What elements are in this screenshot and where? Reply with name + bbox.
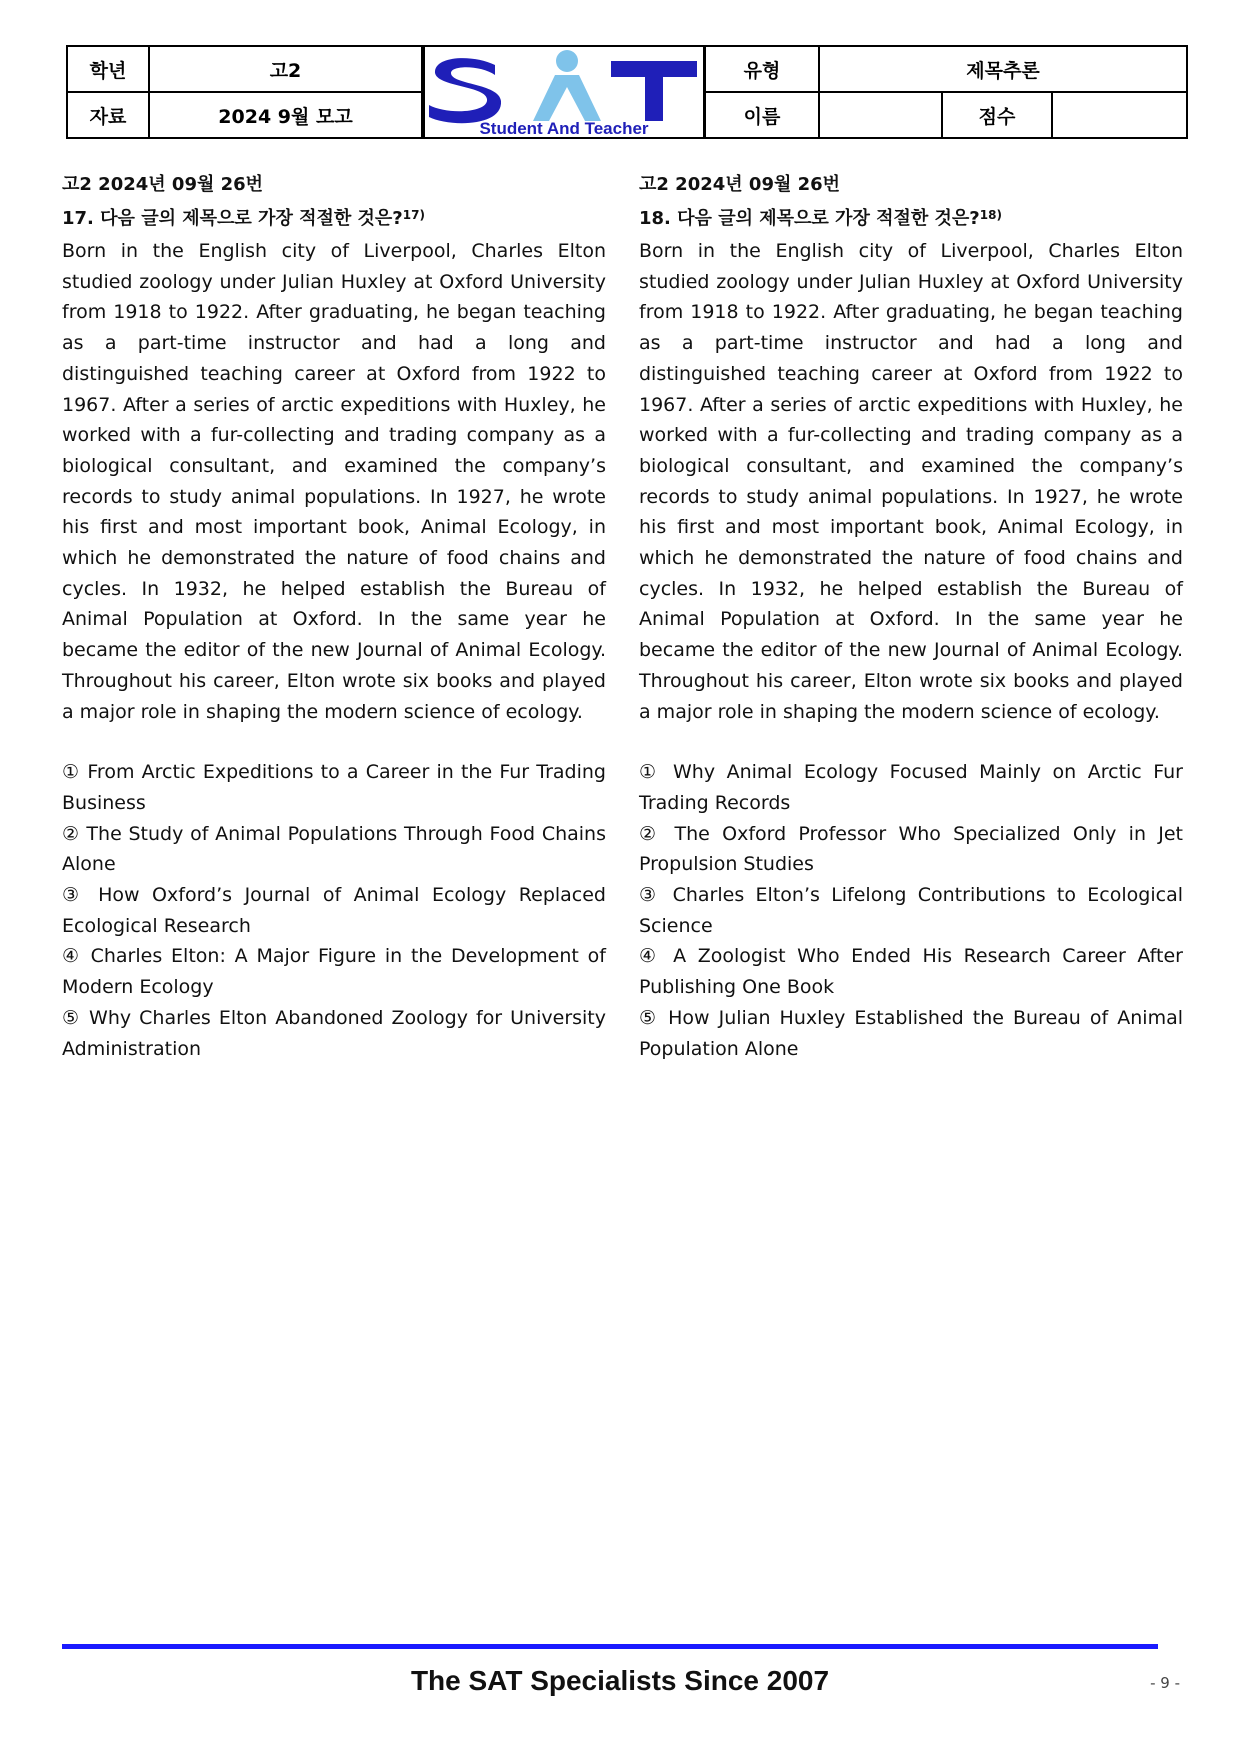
answer-choice-3[interactable]: ③ How Oxford’s Journal of Animal Ecology Replaced Ecological Research	[62, 884, 606, 937]
header-table	[66, 45, 1188, 139]
reading-passage: Born in the English city of Liverpool, Charles Elton studied zoology under Julian Huxley at Oxford University from 1918 to 1922. After graduating, he began teaching as a part-time instructor and had a long and distinguished teaching career at Oxford from 1922 to 1967. After a series of arctic expeditions with Huxley, he worked with a fur-collecting and trading company as a biological consultant, and examined the company’s records to study animal populations. In 1927, he wrote his first and most important book, Animal Ecology, in which he demonstrated the nature of food chains and cycles. In 1932, he helped establish the Bureau of Animal Population at Oxford. In the same year he became the editor of the new Journal of Animal Ecology. Throughout his career, Elton wrote six books and played a major role in shaping the modern science of ecology.	[62, 240, 606, 723]
answer-choice-4[interactable]: ④ Charles Elton: A Major Figure in the Development of Modern Ecology	[62, 945, 606, 999]
footer-slogan: The SAT Specialists Since 2007	[410, 1665, 830, 1696]
answer-choice-5[interactable]: ⑤ How Julian Huxley Established the Bureau of Animal Population Alone	[639, 1006, 1183, 1060]
logo-caption: Student And Teacher	[479, 119, 649, 137]
type-label: 유형	[743, 59, 781, 82]
answer-choices	[639, 757, 1183, 1064]
answer-choice-1[interactable]: ① Why Animal Ecology Focused Mainly on Arctic Fur Trading Records	[639, 761, 1183, 814]
question-prompt	[62, 200, 606, 234]
question-source: 고2 2024년 09월 26번	[62, 174, 264, 195]
question-prompt	[639, 200, 1183, 234]
question-18	[639, 170, 1183, 1064]
material-label: 자료	[89, 105, 127, 128]
answer-choice-3[interactable]: ③ Charles Elton’s Lifelong Contributions to Ecological Science	[639, 884, 1183, 937]
answer-choice-2[interactable]: ② The Oxford Professor Who Specialized Only in Jet Propulsion Studies	[639, 822, 1183, 876]
footnote-marker: 17)	[402, 208, 425, 222]
grade-value: 고2	[269, 59, 302, 82]
grade-label: 학년	[89, 59, 127, 82]
answer-choice-4[interactable]: ④ A Zoologist Who Ended His Research Career After Publishing One Book	[639, 945, 1183, 999]
question-17	[62, 170, 606, 1064]
name-field[interactable]	[820, 93, 941, 137]
answer-choices	[62, 757, 606, 1064]
reading-passage: Born in the English city of Liverpool, Charles Elton studied zoology under Julian Huxley at Oxford University from 1918 to 1922. After graduating, he began teaching as a part-time instructor and had a long and distinguished teaching career at Oxford from 1922 to 1967. After a series of arctic expeditions with Huxley, he worked with a fur-collecting and trading company as a biological consultant, and examined the company’s records to study animal populations. In 1927, he wrote his first and most important book, Animal Ecology, in which he demonstrated the nature of food chains and cycles. In 1932, he helped establish the Bureau of Animal Population at Oxford. In the same year he became the editor of the new Journal of Animal Ecology. Throughout his career, Elton wrote six books and played a major role in shaping the modern science of ecology.	[639, 240, 1183, 723]
answer-choice-2[interactable]: ② The Study of Animal Populations Through Food Chains Alone	[62, 822, 606, 876]
type-value: 제목추론	[966, 59, 1040, 82]
page-number: - 9 -	[1150, 1674, 1180, 1692]
material-value: 2024 9월 모고	[218, 105, 353, 128]
question-prompt-text: 18. 다음 글의 제목으로 가장 적절한 것은?	[639, 208, 980, 229]
answer-choice-5[interactable]: ⑤ Why Charles Elton Abandoned Zoology for University Administration	[62, 1006, 606, 1060]
name-label: 이름	[743, 105, 781, 128]
answer-choice-1[interactable]: ① From Arctic Expeditions to a Career in the Fur Trading Business	[62, 761, 606, 814]
footnote-marker: 18)	[979, 208, 1002, 222]
footer-divider	[62, 1644, 1158, 1649]
sat-logo	[423, 47, 705, 137]
question-prompt-text: 17. 다음 글의 제목으로 가장 적절한 것은?	[62, 208, 403, 229]
question-source: 고2 2024년 09월 26번	[639, 174, 841, 195]
score-field[interactable]	[1053, 93, 1186, 137]
score-label: 점수	[978, 105, 1016, 128]
